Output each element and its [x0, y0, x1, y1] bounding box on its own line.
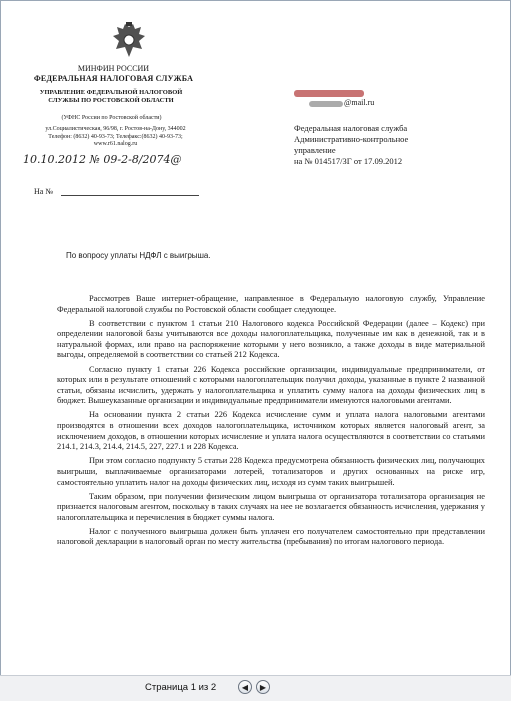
body-paragraph: Согласно пункту 1 статьи 226 Кодекса российские организации, индивидуальные предприниматели, от которых или в результате отношений с которыми налогоплательщик получил доходы, указанные в пункте 2 названной статьи, обязаны исчислить, удержать у налогоплательщика и уплатить сумму налога на доходы физических лиц в бюджет. Вышеуказанные организации и индивидуальные предприниматели именуются налоговыми агентами.	[57, 364, 485, 406]
recipient-block	[294, 123, 494, 167]
body-paragraph: При этом согласно подпункту 5 статьи 228 Кодекса предусмотрена обязанность физических лиц, получающих выигрыши, выплачиваемые организаторами лотерей, тотализаторов и других основанных на риске игр, самостоятельно уплатить налог на доходы физических лиц, исходя из сумм таких выигрышей.	[57, 456, 485, 487]
recipient-line: на № 014517/ЗГ от 17.09.2012	[294, 156, 403, 166]
back-arrow-icon[interactable]: ◀	[238, 680, 252, 694]
recipient-email-suffix: @mail.ru	[344, 98, 375, 107]
body-paragraph: Таким образом, при получении физическим лицом выигрыша от организатора тотализатора организация не признается налоговым агентом, поскольку в таких случаях на нее не возлагается обязанность исчисления, удержания у налогоплательщика и перечисления в бюджет суммы налога.	[57, 491, 485, 522]
page-indicator: Страница 1 из 2	[145, 682, 217, 693]
phones-line: Телефон: (8632) 40-93-73; Телефакс:(8632) 40-93-73;	[48, 133, 183, 140]
department-abbrev: (УФНС России по Ростовской области)	[61, 115, 162, 121]
body-paragraph: В соответствии с пунктом 1 статьи 210 Налогового кодекса Российской Федерации (далее – Кодекс) при определении налоговой базы учитываются все доходы налогоплательщика, полученные им как в денежной, так и в натуральной формах, или право на распоряжение которыми у него возникло, а также доходы в виде материальной выгоды, определяемой в соответствии со статьей 212 Кодекса.	[57, 318, 485, 360]
body-paragraph: На основании пункта 2 статьи 226 Кодекса исчисление сумм и уплата налога налоговыми агентами производятся в отношении всех доходов налогоплательщика, источником которых является налоговый агент, за исключением доходов, в отношении которых исчисление и уплата налога осуществляются в соответствии со статьями 214.1, 214.3, 214.4, 214.5, 227, 227.1 и 228 Кодекса.	[57, 410, 485, 452]
letter-body	[57, 294, 485, 552]
coat-of-arms-icon	[109, 21, 149, 61]
body-paragraph: Рассмотрев Ваше интернет-обращение, направленное в Федеральную налоговую службу, Управление Федеральной налоговой службы по Ростовской области сообщает следующее.	[57, 294, 485, 314]
address-block	[23, 126, 208, 149]
recipient-line: Административно-контрольное	[294, 134, 409, 144]
recipient-line: управление	[294, 145, 336, 155]
recipient-line: Федеральная налоговая служба	[294, 123, 408, 133]
redacted-email	[309, 101, 343, 107]
address-line: ул.Социалистическая, 96/98, г. Ростов-на-Дону, 344002	[45, 126, 186, 132]
website-line: www.r61.nalog.ru	[93, 141, 138, 147]
letter-subject: По вопросу уплаты НДФЛ с выигрыша.	[66, 251, 211, 260]
department-name: УПРАВЛЕНИЕ ФЕДЕРАЛЬНОЙ НАЛОГОВОЙ СЛУЖБЫ ПО РОСТОВСКОЙ ОБЛАСТИ	[39, 89, 183, 104]
date-number-handwritten: 10.10.2012 № 09-2-8/2074@	[23, 153, 182, 166]
redacted-name	[294, 90, 364, 97]
reference-number-label: На №	[34, 187, 53, 196]
service-name: ФЕДЕРАЛЬНАЯ НАЛОГОВАЯ СЛУЖБА	[33, 74, 194, 83]
ministry-name: МИНФИН РОССИИ	[77, 64, 150, 73]
forward-arrow-icon[interactable]: ▶	[256, 680, 270, 694]
body-paragraph: Налог с полученного выигрыша должен быть уплачен его получателем самостоятельно при представлении налоговой декларации в налоговый орган по месту жительства (пребывания) по итогам налогового периода.	[57, 526, 485, 547]
reference-number-line	[61, 195, 199, 196]
